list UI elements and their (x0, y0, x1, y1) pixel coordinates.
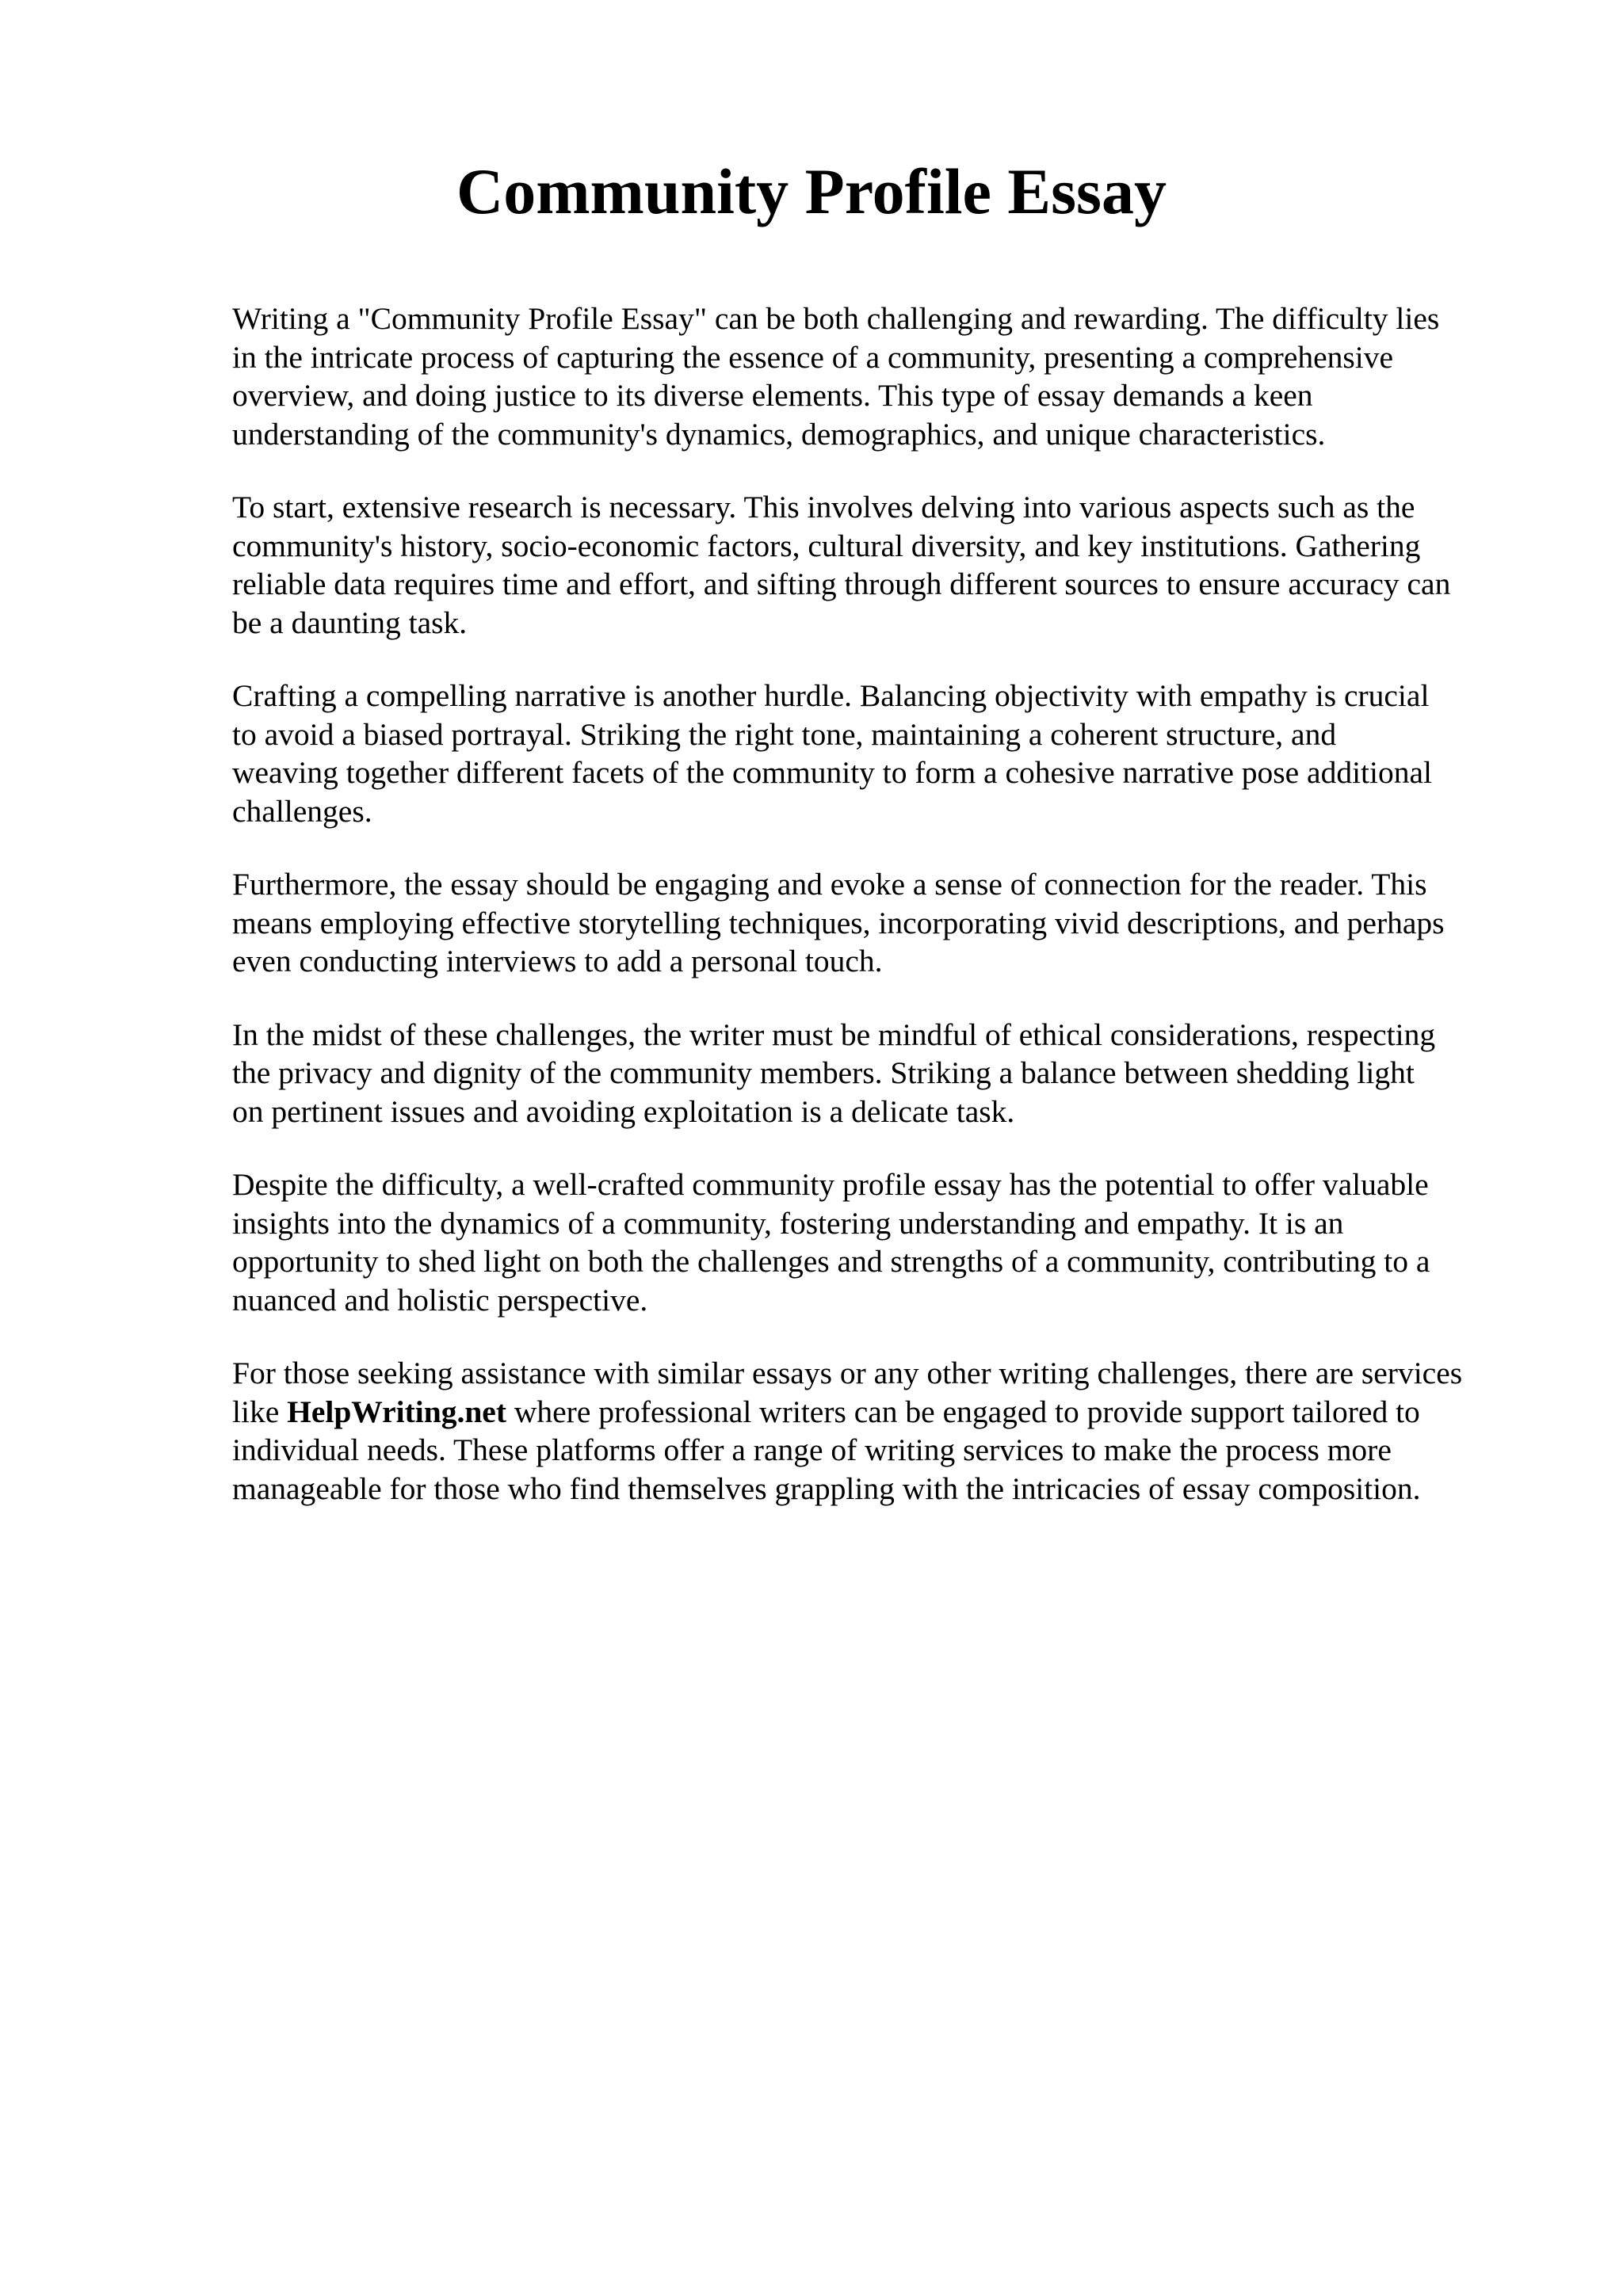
text-line: Writing a "Community Profile Essay" can be both challenging and rewarding. The difficulty lies (232, 301, 1440, 336)
paragraph-conclusion (232, 1165, 1532, 1319)
text-line: overview, and doing justice to its diverse elements. This type of essay demands a keen (232, 378, 1313, 413)
text-line: Furthermore, the essay should be engaging and evoke a sense of connection for the reader. This (232, 867, 1427, 902)
text-line: reliable data requires time and effort, and sifting through different sources to ensure accuracy can (232, 566, 1451, 601)
text-line: on pertinent issues and avoiding exploitation is a delicate task. (232, 1093, 1015, 1129)
text-line: insights into the dynamics of a community, fostering understanding and empathy. It is an (232, 1205, 1344, 1241)
text-line: even conducting interviews to add a personal touch. (232, 944, 883, 978)
text-line: the privacy and dignity of the community members. Striking a balance between shedding light (232, 1055, 1415, 1090)
text-line: challenges. (232, 793, 372, 829)
text-line: manageable for those who find themselves grappling with the intricacies of essay composition. (232, 1470, 1421, 1506)
essay-body (232, 299, 1532, 1543)
paragraph-closing (232, 1354, 1532, 1508)
text-line: Crafting a compelling narrative is another hurdle. Balancing objectivity with empathy is crucial (232, 678, 1430, 713)
text-line: community's history, socio-economic factors, cultural diversity, and key institutions. Gathering (232, 528, 1421, 563)
brand-link[interactable]: HelpWriting.net (287, 1394, 506, 1429)
text-line: be a daunting task. (232, 605, 468, 640)
text-line: individual needs. These platforms offer a range of writing services to make the process more (232, 1432, 1392, 1467)
paragraph-research (232, 488, 1532, 642)
text-line: opportunity to shed light on both the challenges and strengths of a community, contributing to a (232, 1244, 1430, 1279)
paragraph-engagement (232, 865, 1532, 981)
text-fragment: like (232, 1394, 288, 1429)
text-line: weaving together different facets of the community to form a cohesive narrative pose additional (232, 755, 1432, 790)
text-line: For those seeking assistance with similar essays or any other writing challenges, there are services (232, 1356, 1463, 1390)
paragraph-narrative (232, 677, 1532, 830)
text-fragment: where professional writers can be engaged to provide support tailored to (506, 1394, 1420, 1429)
page-title: Community Profile Essay (456, 155, 1167, 227)
paragraph-ethics (232, 1016, 1532, 1131)
paragraph-intro (232, 299, 1532, 453)
text-line: nuanced and holistic perspective. (232, 1282, 648, 1318)
text-line: to avoid a biased portrayal. Striking the right tone, maintaining a coherent structure, and (232, 716, 1337, 752)
text-line: means employing effective storytelling techniques, incorporating vivid descriptions, and perhaps (232, 905, 1445, 940)
text-line: In the midst of these challenges, the writer must be mindful of ethical considerations, respecting (232, 1016, 1436, 1052)
text-line: To start, extensive research is necessary. This involves delving into various aspects such as the (232, 490, 1415, 524)
text-line: in the intricate process of capturing the essence of a community, presenting a comprehensive (232, 339, 1394, 375)
text-line: understanding of the community's dynamics, demographics, and unique characteristics. (232, 416, 1326, 452)
text-line: Despite the difficulty, a well-crafted community profile essay has the potential to offer valuable (232, 1167, 1429, 1202)
text-line-with-link (232, 1393, 1532, 1432)
